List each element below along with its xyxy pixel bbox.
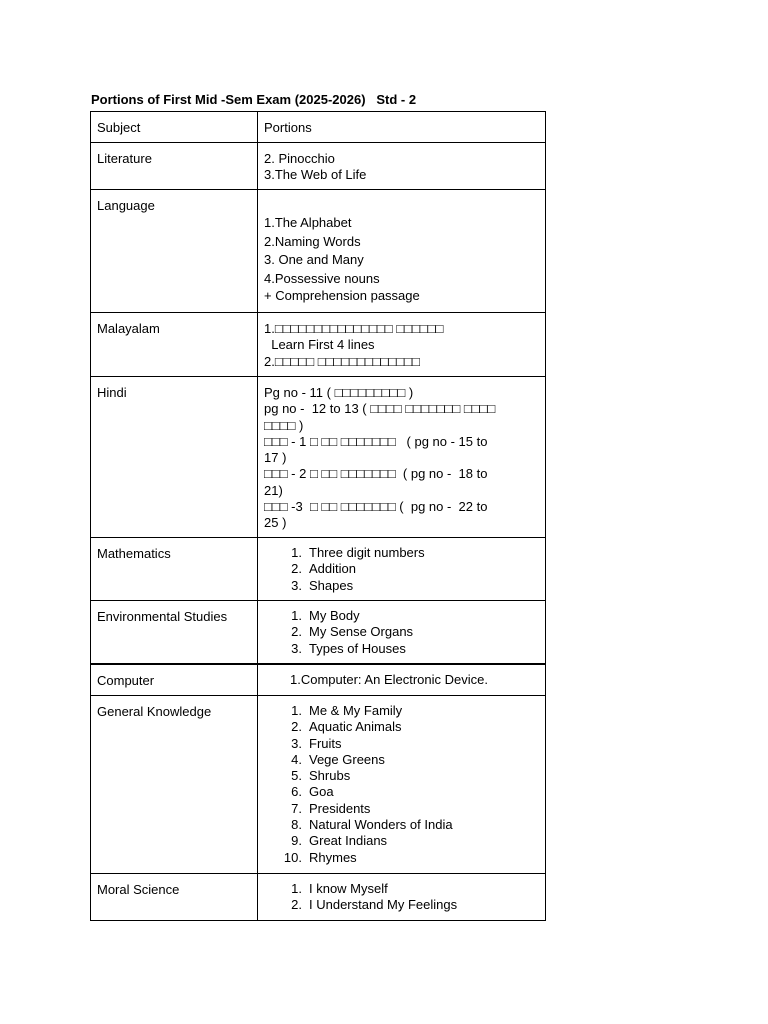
table-row [91, 696, 546, 874]
portions-cell [258, 313, 546, 377]
list-item-text: Presidents [309, 800, 371, 816]
list-item: 2. Aquatic Animals [291, 719, 402, 735]
subject-computer: Computer [97, 673, 155, 688]
table-row [91, 601, 546, 665]
list-item: 4. Vege Greens [291, 751, 385, 767]
list-item-text: My Sense Organs [309, 624, 414, 640]
subject-hindi: Hindi [97, 385, 127, 400]
list-item-text: Rhymes [309, 849, 357, 865]
document-title: Portions of First Mid -Sem Exam (2025-2026) Std - 2 [91, 92, 417, 107]
subject-malayalam: Malayalam [97, 321, 160, 336]
list-item-text: Three digit numbers [309, 545, 425, 560]
portions-table [90, 111, 546, 921]
portions-cell [258, 538, 546, 601]
subject-cell [91, 696, 258, 874]
list-item-text: Types of Houses [309, 640, 406, 656]
portion-line: 25 ) [264, 515, 287, 531]
portion-line: 4.Possessive nouns [264, 270, 380, 286]
portions-cell [258, 143, 546, 190]
portion-line: 2.Naming Words [264, 233, 361, 249]
list-item-text: I know Myself [309, 881, 388, 896]
subject-cell [91, 538, 258, 601]
header-subject: Subject [97, 120, 141, 135]
subject-cell [91, 601, 258, 665]
list-item-text: My Body [309, 608, 360, 623]
table-row [91, 313, 546, 377]
list-item-text: Aquatic Animals [309, 719, 402, 735]
list-item-text: Addition [309, 561, 356, 577]
portion-line: 17 ) [264, 450, 287, 466]
table-row [91, 664, 546, 696]
portions-cell [258, 664, 546, 696]
table-row [91, 377, 546, 538]
portions-cell [258, 874, 546, 921]
list-item: 1. I know Myself [291, 881, 388, 896]
subject-mathematics: Mathematics [97, 546, 171, 561]
list-item-text: I Understand My Feelings [309, 897, 458, 913]
portion-line: 2.□□□□□ □□□□□□□□□□□□□ [264, 353, 420, 369]
portion-line: 3. One and Many [264, 252, 364, 267]
list-item-text: Natural Wonders of India [309, 817, 453, 833]
list-item: 1. Me & My Family [291, 703, 403, 718]
portion-line: 2. Pinocchio [264, 151, 335, 166]
table-row [91, 538, 546, 601]
portion-line: 3.The Web of Life [264, 167, 367, 183]
list-item: 1. Three digit numbers [291, 545, 425, 560]
subject-general-knowledge: General Knowledge [97, 704, 212, 719]
list-item-text: Me & My Family [309, 703, 403, 718]
portion-line: 1.□□□□□□□□□□□□□□□ □□□□□□ [264, 321, 444, 336]
portion-line: □□□ -3 □ □□ □□□□□□□ ( pg no - 22 to [264, 499, 488, 515]
header-portions-cell [258, 112, 546, 143]
list-item-text: Shrubs [309, 768, 351, 784]
subject-cell [91, 190, 258, 313]
subject-cell [91, 664, 258, 696]
portion-line: 1.Computer: An Electronic Device. [290, 672, 488, 687]
portion-line: 21) [264, 482, 283, 498]
subject-moral-science: Moral Science [97, 882, 180, 897]
portion-line: Learn First 4 lines [264, 337, 375, 353]
list-item: 3. Fruits [291, 735, 342, 751]
numbered-list [264, 696, 539, 866]
list-item: 2. My Sense Organs [291, 624, 414, 640]
subject-cell [91, 874, 258, 921]
list-item: 7. Presidents [291, 800, 371, 816]
portion-line: □□□ - 2 □ □□ □□□□□□□ ( pg no - 18 to [264, 466, 488, 482]
list-item: 6. Goa [291, 784, 334, 800]
header-subject-cell [91, 112, 258, 143]
subject-cell [91, 313, 258, 377]
portion-line: □□□□ ) [264, 417, 304, 433]
subject-cell [91, 143, 258, 190]
portion-line: 1.The Alphabet [264, 215, 352, 230]
list-item-text: Shapes [309, 577, 354, 593]
numbered-list [264, 538, 539, 594]
header-portions: Portions [264, 120, 312, 135]
portion-line: Pg no - 11 ( □□□□□□□□□ ) [264, 385, 414, 400]
numbered-list [264, 874, 539, 914]
numbered-list [264, 601, 539, 657]
list-item: 8. Natural Wonders of India [291, 817, 453, 833]
table-row [91, 190, 546, 313]
list-item: 10. Rhymes [283, 849, 357, 865]
portions-cell [258, 190, 546, 313]
list-item-text: Vege Greens [309, 751, 385, 767]
list-item: 3. Shapes [291, 577, 354, 593]
table-row [91, 143, 546, 190]
list-item: 5. Shrubs [291, 768, 351, 784]
portion-line: □□□ - 1 □ □□ □□□□□□□ ( pg no - 15 to [264, 433, 488, 449]
subject-environmental-studies: Environmental Studies [97, 609, 228, 624]
list-item-text: Great Indians [309, 833, 388, 849]
table-header-row [91, 112, 546, 143]
portion-line: + Comprehension passage [264, 287, 420, 303]
portions-cell [258, 601, 546, 665]
list-item: 2. Addition [291, 561, 356, 577]
list-item-text: Fruits [309, 735, 342, 751]
portion-line: pg no - 12 to 13 ( □□□□ □□□□□□□ □□□□ [264, 401, 496, 417]
subject-literature: Literature [97, 151, 152, 166]
list-item: 2. I Understand My Feelings [291, 897, 458, 913]
list-item: 1. My Body [291, 608, 360, 623]
list-item: 9. Great Indians [291, 833, 388, 849]
subject-cell [91, 377, 258, 538]
list-item: 3. Types of Houses [291, 640, 406, 656]
portions-cell [258, 377, 546, 538]
table-row [91, 874, 546, 921]
list-item-text: Goa [309, 784, 334, 800]
subject-language: Language [97, 198, 155, 213]
portions-cell [258, 696, 546, 874]
